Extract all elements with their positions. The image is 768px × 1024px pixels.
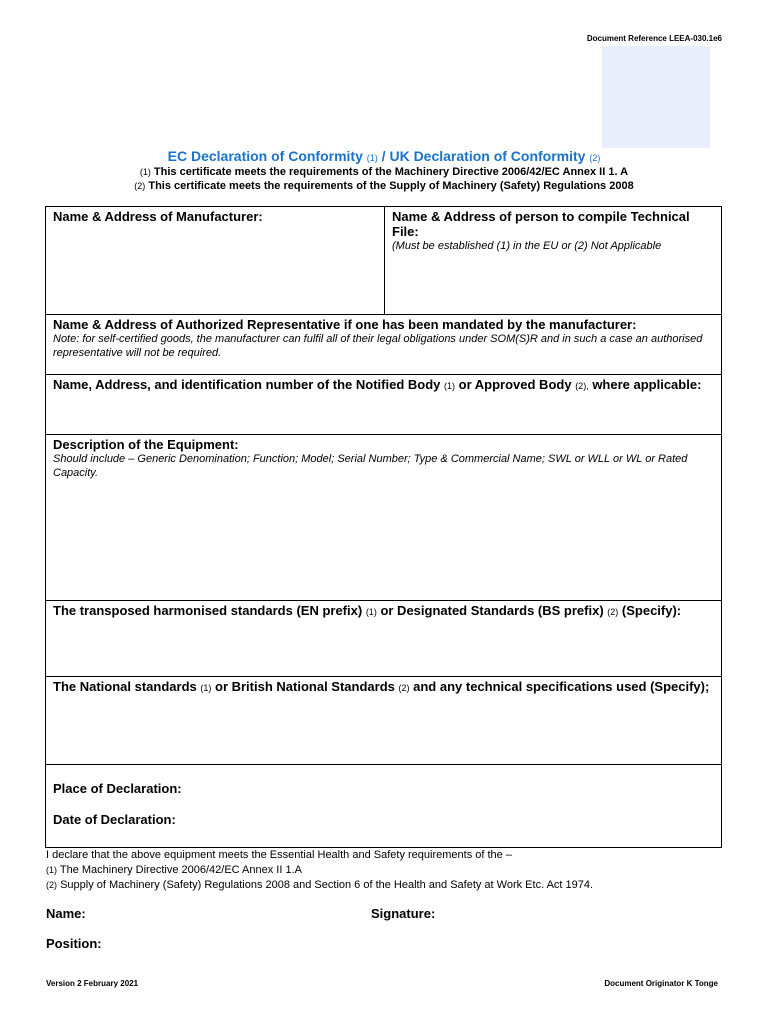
equipment-note: Should include – Generic Denomination; Function; Model; Serial Number; Type & Commercial Name; SWL or WLL or WL or Rated Capacity. xyxy=(53,453,688,479)
signature-label: Signature: xyxy=(371,906,436,921)
national-mark-1: (1) xyxy=(200,683,212,693)
equipment-field[interactable] xyxy=(46,435,721,601)
national-heading-a: The National standards xyxy=(53,679,197,694)
subtitle-1 xyxy=(0,166,768,178)
notified-body-field[interactable] xyxy=(46,375,721,435)
technical-file-heading: Name & Address of person to compile Technical File: xyxy=(392,209,690,239)
authorized-rep-field[interactable] xyxy=(46,315,721,375)
technical-file-field[interactable] xyxy=(385,207,721,314)
footer-version: Version 2 February 2021 xyxy=(46,979,139,988)
name-label: Name: xyxy=(46,906,86,921)
harmonised-heading-b: or Designated Standards (BS prefix) xyxy=(380,603,604,618)
title-separator: / xyxy=(381,148,386,164)
notified-body-mark-1: (1) xyxy=(444,381,456,391)
national-heading-b: or British National Standards xyxy=(215,679,395,694)
declaration-intro: I declare that the above equipment meets the Essential Health and Safety requirements of the – xyxy=(46,849,512,861)
manufacturer-field[interactable] xyxy=(46,207,385,314)
title-uk: UK Declaration of Conformity xyxy=(389,148,586,164)
national-mark-2: (2) xyxy=(398,683,410,693)
declaration-line-2-mark: (2) xyxy=(46,880,57,890)
national-heading xyxy=(53,679,714,696)
declaration-line-1 xyxy=(46,863,746,878)
declaration-line-1-text: The Machinery Directive 2006/42/EC Annex II 1.A xyxy=(59,864,302,876)
declaration-line-1-mark: (1) xyxy=(46,865,57,875)
declaration-line-2 xyxy=(46,878,746,893)
equipment-heading: Description of the Equipment: xyxy=(53,437,239,452)
notified-body-heading-a: Name, Address, and identification number of the Notified Body xyxy=(53,377,441,392)
authorized-rep-note: Note: for self-certified goods, the manufacturer can fulfil all of their legal obligations under SOM(S)R and in such a case an authorised representative will not be required. xyxy=(53,333,703,359)
harmonised-heading-a: The transposed harmonised standards (EN prefix) xyxy=(53,603,363,618)
harmonised-heading xyxy=(53,603,714,620)
national-standards-field[interactable] xyxy=(46,677,721,765)
declaration-form xyxy=(45,206,722,848)
place-date-field[interactable] xyxy=(46,765,721,847)
title-mark-2: (2) xyxy=(589,153,601,163)
subtitle-2-mark: (2) xyxy=(134,181,146,191)
subtitle-2 xyxy=(0,180,768,192)
blank-logo-area xyxy=(602,46,710,148)
notified-body-heading-c: where applicable: xyxy=(592,377,702,392)
title-ec: EC Declaration of Conformity xyxy=(167,148,363,164)
document-reference: Document Reference LEEA-030.1e6 xyxy=(586,34,722,43)
harmonised-standards-field[interactable] xyxy=(46,601,721,677)
technical-file-note: (Must be established (1) in the EU or (2) Not Applicable xyxy=(392,240,662,252)
declaration-line-2-text: Supply of Machinery (Safety) Regulations 2008 and Section 6 of the Health and Safety at Work Etc. Act 1974. xyxy=(60,879,594,891)
harmonised-heading-c: (Specify): xyxy=(621,603,682,618)
title-mark-1: (1) xyxy=(366,153,378,163)
subtitle-2-text: This certificate meets the requirements of the Supply of Machinery (Safety) Regulations 2008 xyxy=(148,180,634,192)
harmonised-mark-2: (2) xyxy=(607,607,619,617)
declaration-statement xyxy=(46,848,746,893)
row-manufacturer-technical-file xyxy=(46,207,721,315)
position-label: Position: xyxy=(46,936,102,951)
footer-originator: Document Originator K Tonge xyxy=(604,979,718,988)
place-of-declaration-label: Place of Declaration: xyxy=(53,781,182,796)
national-heading-c: and any technical specifications used (Specify); xyxy=(413,679,710,694)
date-of-declaration-label: Date of Declaration: xyxy=(53,812,176,827)
notified-body-heading xyxy=(53,377,714,394)
subtitle-1-text: This certificate meets the requirements of the Machinery Directive 2006/42/EC Annex II 1. A xyxy=(153,166,629,178)
manufacturer-heading: Name & Address of Manufacturer: xyxy=(53,209,263,224)
notified-body-mark-2: (2), xyxy=(575,381,589,391)
authorized-rep-heading: Name & Address of Authorized Representative if one has been mandated by the manufacturer: xyxy=(53,317,637,332)
subtitle-1-mark: (1) xyxy=(139,167,151,177)
harmonised-mark-1: (1) xyxy=(365,607,377,617)
page-title xyxy=(0,148,768,164)
notified-body-heading-b: or Approved Body xyxy=(458,377,572,392)
